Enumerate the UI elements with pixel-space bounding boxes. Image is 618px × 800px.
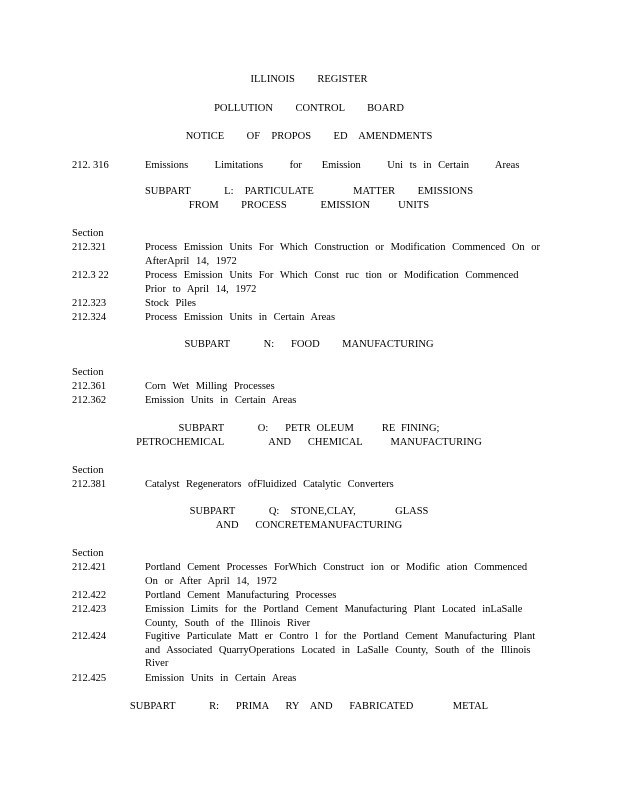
section-label: Section	[72, 228, 104, 239]
section-label: Section	[72, 548, 104, 559]
section-number: 212.422	[72, 590, 107, 601]
section-description: Emission Limits for the Portland Cement Manufacturing Plant Located inLaSalle County, South of the Illinois River	[145, 604, 523, 629]
section-description: Process Emission Units For Which Construction or Modification Commenced On or AfterApril 14, 1972	[145, 242, 541, 267]
section-number: 212.424	[72, 631, 107, 642]
section-number: 212.321	[72, 242, 107, 253]
section-description: Emission Units in Certain Areas	[145, 673, 297, 684]
section-description: Portland Cement Processes ForWhich Construct ion or Modific ation Commenced On or After April 14, 1972	[145, 562, 528, 587]
section-number: 212.423	[72, 604, 107, 615]
section-number: 212. 316	[72, 160, 109, 171]
subpart-o-heading-1: SUBPART O: PETR OLEUM RE FINING;	[178, 423, 440, 434]
section-label: Section	[72, 367, 104, 378]
section-description: Stock Piles	[145, 298, 196, 309]
section-description: Portland Cement Manufacturing Processes	[145, 590, 337, 601]
subpart-q-heading-2: AND CONCRETEMANUFACTURING	[215, 520, 403, 531]
section-number: 212.323	[72, 298, 107, 309]
section-number: 212.362	[72, 395, 107, 406]
section-description: Catalyst Regenerators ofFluidized Catalytic Converters	[145, 479, 394, 490]
section-description: Fugitive Particulate Matt er Contro l for the Portland Cement Manufacturing Plant and Associated QuarryOperations Located in LaSalle County, South of the Illinois River	[145, 631, 536, 670]
section-description: Corn Wet Milling Processes	[145, 381, 275, 392]
section-description: Emission Units in Certain Areas	[145, 395, 297, 406]
section-number: 212.324	[72, 312, 107, 323]
section-number: 212.425	[72, 673, 107, 684]
subpart-q-heading-1: SUBPART Q: STONE,CLAY, GLASS	[189, 506, 429, 517]
board-title: POLLUTION CONTROL BOARD	[214, 103, 404, 114]
section-number: 212.381	[72, 479, 107, 490]
section-number: 212.421	[72, 562, 107, 573]
section-description: Process Emission Units For Which Const ruc tion or Modification Commenced Prior to April 14, 1972	[145, 270, 519, 295]
subpart-l-heading-2: FROM PROCESS EMISSION UNITS	[188, 200, 430, 211]
section-description: Emissions Limitations for Emission Uni ts in Certain Areas	[145, 160, 520, 171]
section-number: 212.3 22	[72, 270, 109, 281]
notice-title: NOTICE OF PROPOS ED AMENDMENTS	[185, 131, 433, 142]
subpart-o-heading-2: PETROCHEMICAL AND CHEMICAL MANUFACTURING	[136, 437, 482, 448]
section-description: Process Emission Units in Certain Areas	[145, 312, 336, 323]
subpart-l-heading-1: SUBPART L: PARTICULATE MATTER EMISSIONS	[144, 186, 474, 197]
section-number: 212.361	[72, 381, 107, 392]
section-label: Section	[72, 465, 104, 476]
subpart-r-heading: SUBPART R: PRIMA RY AND FABRICATED METAL	[129, 701, 489, 712]
register-title: ILLINOIS REGISTER	[250, 74, 368, 85]
subpart-n-heading: SUBPART N: FOOD MANUFACTURING	[184, 339, 434, 350]
